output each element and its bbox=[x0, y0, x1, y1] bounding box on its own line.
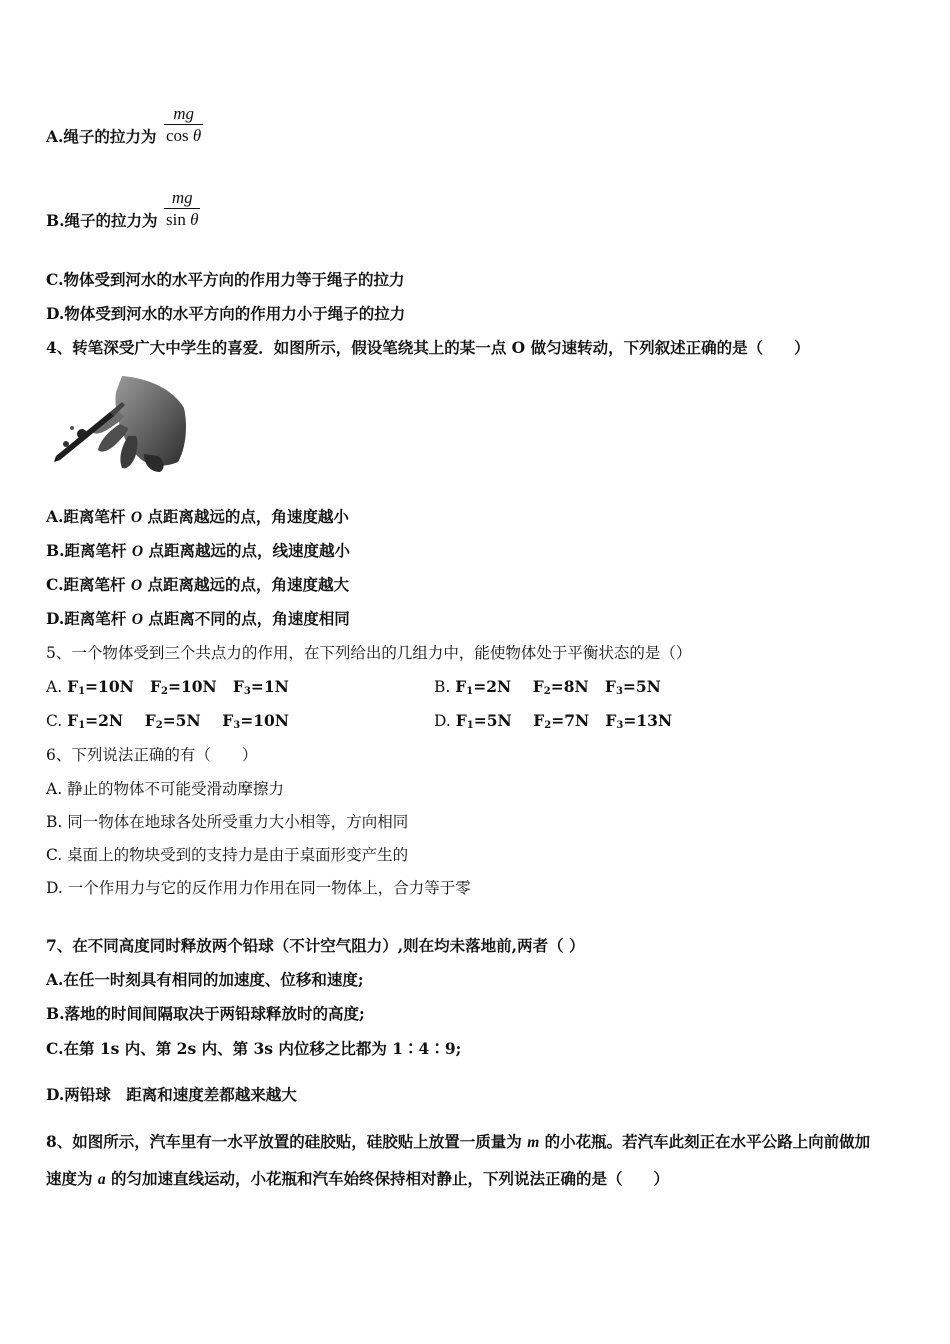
q6-option-c: C. 桌面上的物块受到的支持力是由于桌面形变产生的 bbox=[46, 846, 409, 864]
q5-option-a: A. $F_1=10N$ $F_2=10N$ $F_3=1N$ bbox=[46, 677, 289, 697]
q4-stem: 4、转笔深受广大中学生的喜爱．如图所示，假设笔绕其上的某一点 O 做匀速转动，下列叙述正确的是（ ） bbox=[46, 338, 810, 357]
q7-stem: 7、在不同高度同时释放两个铅球（不计空气阻力）,则在均未落地前,两者（ ） bbox=[46, 936, 585, 955]
q6-stem: 6、下列说法正确的有（ ） bbox=[46, 746, 258, 764]
q4-option-c: C.距离笔杆 O 点距离越远的点，角速度越大 bbox=[46, 575, 349, 594]
q7-option-d: D.两铅球 距离和速度差都越来越大 bbox=[46, 1085, 297, 1104]
q3-option-c: C.物体受到河水的水平方向的作用力等于绳子的拉力 bbox=[46, 270, 405, 289]
q6-option-a: A. 静止的物体不可能受滑动摩擦力 bbox=[46, 780, 285, 798]
fraction-denominator: cos θ bbox=[166, 126, 202, 145]
q5-stem: 5、一个物体受到三个共点力的作用，在下列给出的几组力中，能使物体处于平衡状态的是（） bbox=[46, 644, 692, 662]
q4-option-d: D.距离笔杆 O 点距离不同的点，角速度相同 bbox=[46, 609, 350, 628]
q8-stem-line2: 速度为 a 的匀加速直线运动，小花瓶和汽车始终保持相对静止，下列说法正确的是（ ） bbox=[46, 1169, 670, 1188]
pen-spinning-hand-image bbox=[52, 370, 188, 482]
q4-option-b: B.距离笔杆 O 点距离越远的点，线速度越小 bbox=[46, 541, 351, 560]
q6-option-d: D. 一个作用力与它的反作用力作用在同一物体上，合力等于零 bbox=[46, 879, 471, 897]
q7-option-c: C.在第 1s 内、第 2s 内、第 3s 内位移之比都为 1∶4∶9; bbox=[46, 1039, 462, 1058]
q3-option-a-fraction bbox=[164, 104, 203, 147]
q3-option-a: A.绳子的拉力为 bbox=[46, 127, 157, 146]
q3-option-b-fraction bbox=[164, 188, 200, 231]
q3-option-b: B.绳子的拉力为 bbox=[46, 211, 158, 230]
q3-option-d: D.物体受到河水的水平方向的作用力小于绳子的拉力 bbox=[46, 304, 406, 323]
fraction-denominator: sin θ bbox=[166, 210, 199, 229]
q5-option-d: D. $F_1=5N$ $F_2=7N$ $F_3=13N$ bbox=[434, 711, 673, 731]
q8-stem-line1: 8、如图所示，汽车里有一水平放置的硅胶贴，硅胶贴上放置一质量为 m 的小花瓶。若汽车此刻正在水平公路上向前做加 bbox=[46, 1132, 871, 1151]
q6-option-b: B. 同一物体在地球各处所受重力大小相等，方向相同 bbox=[46, 813, 409, 831]
q4-option-a: A.距离笔杆 O 点距离越远的点，角速度越小 bbox=[46, 507, 349, 526]
fraction-numerator: mg bbox=[173, 104, 195, 123]
q5-option-b: B. $F_1=2N$ $F_2=8N$ $F_3=5N$ bbox=[434, 677, 661, 697]
q5-option-c: C. $F_1=2N$ $F_2=5N$ $F_3=10N$ bbox=[46, 711, 289, 731]
fraction-numerator: mg bbox=[171, 188, 193, 207]
q7-option-a: A.在任一时刻具有相同的加速度、位移和速度; bbox=[46, 970, 364, 989]
q7-option-b: B.落地的时间间隔取决于两铅球释放时的高度; bbox=[46, 1004, 365, 1023]
